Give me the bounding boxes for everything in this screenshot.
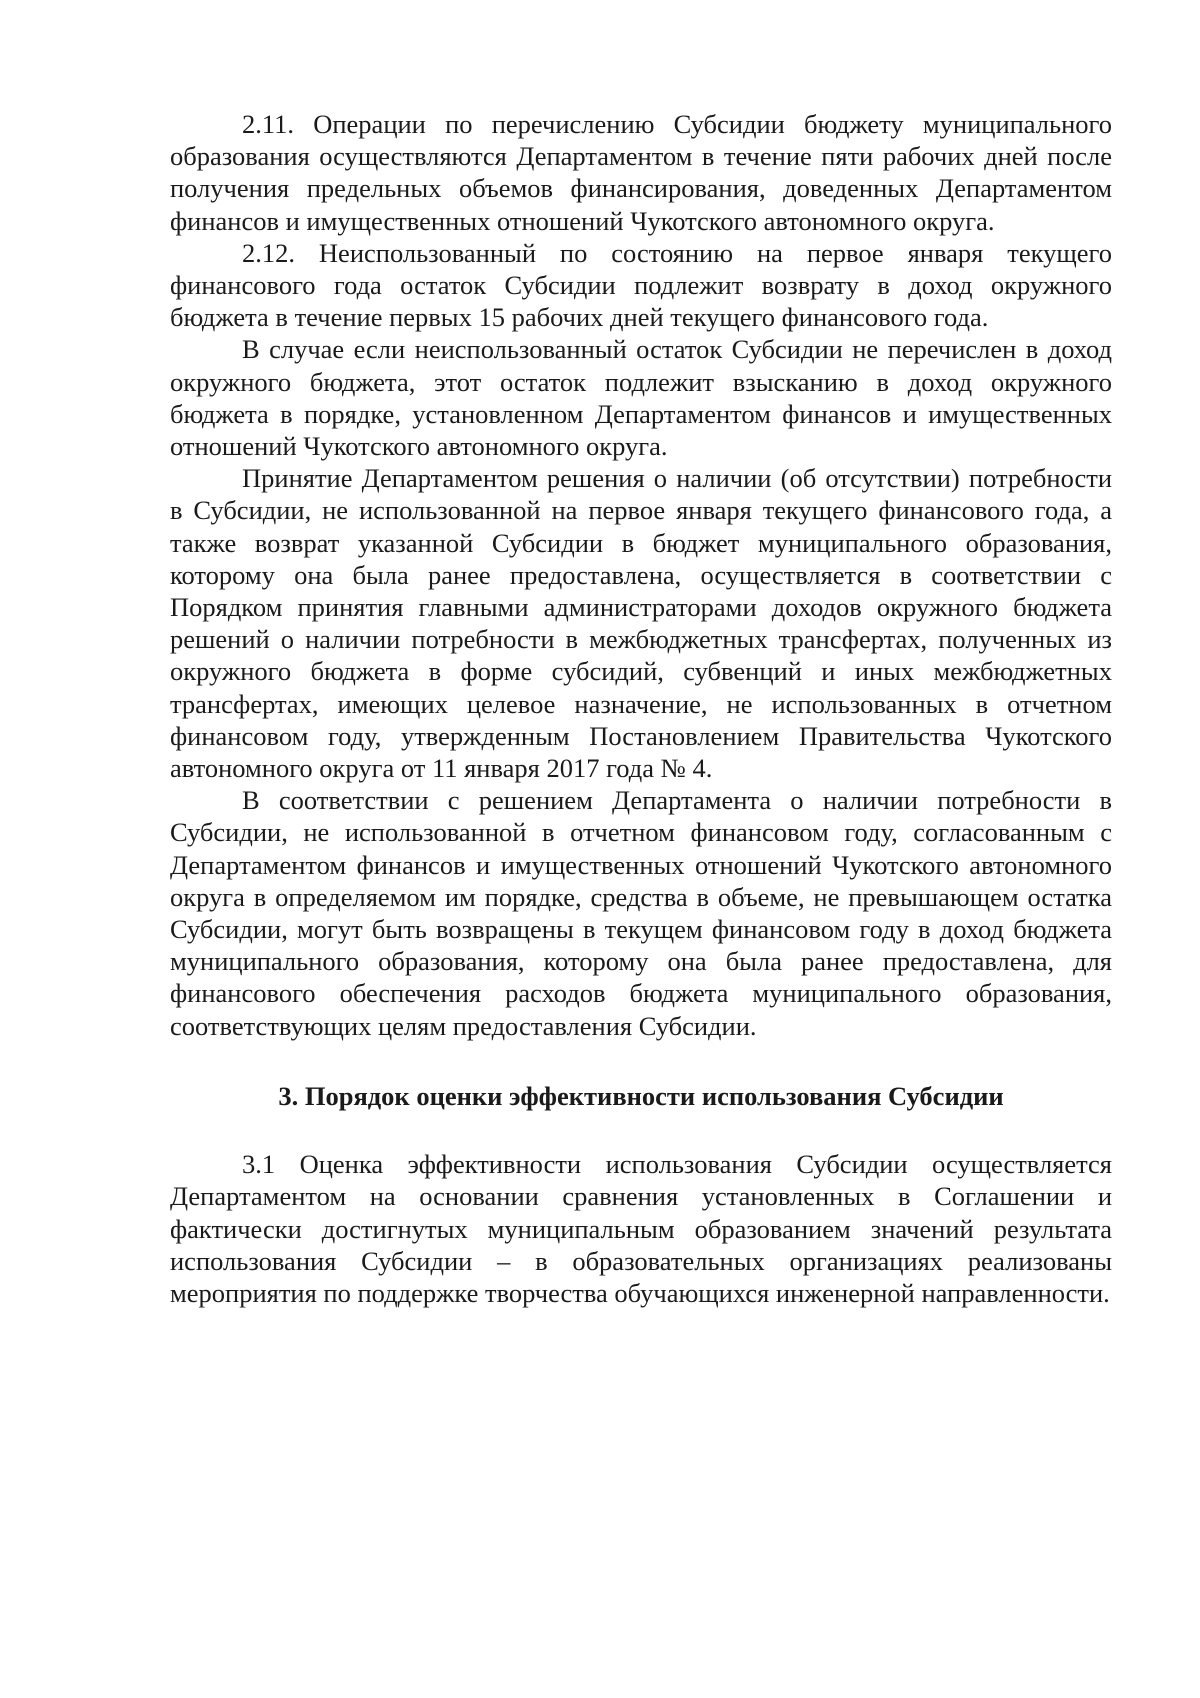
paragraph-2-12: 2.12. Неиспользованный по состоянию на первое января текущего финансового года остаток Субсидии подлежит возврату в доход окружного бюджета в течение первых 15 рабочих дней текущего финансового года.	[170, 237, 1112, 333]
paragraph-3-1: 3.1 Оценка эффективности использования Субсидии осуществляется Департаментом на основании сравнения установленных в Соглашении и фактически достигнутых муниципальным образованием значений результата использования Субсидии – в образовательных организациях реализованы мероприятия по поддержке творчества обучающихся инженерной направленности.	[170, 1149, 1112, 1308]
paragraph-return-funds: В соответствии с решением Департамента о наличии потребности в Субсидии, не использованной в отчетном финансовом году, согласованным с Департаментом финансов и имущественных отношений Чукотского автономного округа в определяемом им порядке, средства в объеме, не превышающем остатка Субсидии, могут быть возвращены в текущем финансовом году в доход бюджета муниципального образования, которому она была ранее предоставлена, для финансового обеспечения расходов бюджета муниципального образования, соответствующих целям предоставления Субсидии.	[170, 785, 1112, 1041]
paragraph-unused-balance: В случае если неиспользованный остаток Субсидии не перечислен в доход окружного бюджета, этот остаток подлежит взысканию в доход окружного бюджета в порядке, установленном Департаментом финансов и имущественных отношений Чукотского автономного округа.	[170, 334, 1112, 462]
paragraph-2-11: 2.11. Операции по перечислению Субсидии бюджету муниципального образования осуществляются Департаментом в течение пяти рабочих дней после получения предельных объемов финансирования, доведенных Департаментом финансов и имущественных отношений Чукотского автономного округа.	[170, 109, 1112, 236]
document-page	[170, 108, 1112, 1309]
section-3-heading: 3. Порядок оценки эффективности использования Субсидии	[278, 1080, 1004, 1111]
paragraph-need-decision: Принятие Департаментом решения о наличии (об отсутствии) потребности в Субсидии, не использованной на первое января текущего финансового года, а также возврат указанной Субсидии в бюджет муниципального образования, которому она была ранее предоставлена, осуществляется в соответствии с Порядком принятия главными администраторами доходов окружного бюджета решений о наличии потребности в межбюджетных трансфертах, полученных из окружного бюджета в форме субсидий, субвенций и иных межбюджетных трансфертах, имеющих целевое назначение, не использованных в отчетном финансовом году, утвержденным Постановлением Правительства Чукотского автономного округа от 11 января 2017 года № 4.	[170, 463, 1112, 784]
